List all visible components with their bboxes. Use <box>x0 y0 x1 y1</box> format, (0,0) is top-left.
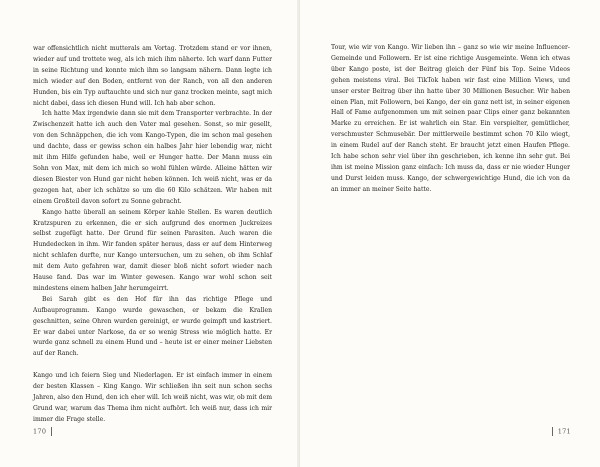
page-number: 170 <box>33 427 47 436</box>
page-number: 171 <box>557 427 571 436</box>
paragraph: Tour, wie wir von Kango. Wir lieben ihn – ganz so wie wir meine Influencer-Gemeinde und Followern. Er ist eine richtige Ausgemeinte. Wenn ich etwas über Kango poste, ist der Beitrag gleich der Fünf bis Top. Seine Videos gehen meistens viral. Bei TikTok haben wir fast eine Million Views, und unser erster Beitrag über ihn hatte über 30 Millionen Besucher. Wir haben einen Plan, mit Followern, bei Kango, der ein ganz nett ist, in seiner eigenen Hall of Fame aufgenommen um mit seinen paar Clips einer ganz bekannten Marke zu erreichen. Er ist wahrlich ein Star. Ein verspielter, gemütlicher, verschmuster Schmusebär. Der mittlerweile bestimmt schon 70 Kilo wiegt, in einem Rudel auf der Ranch steht. Er braucht jetzt einen Haufen Pflege. Ich habe schon sehr viel über ihn geschrieben, ich kenne ihn sehr gut. Bei ihm ist meine Mission ganz einfach: Ich muss da, dass er nie wieder Hunger und Durst leiden muss. Kango, der schwergewichtige Hund, die ich von da an immer an meiner Seite hatte. <box>331 44 570 193</box>
paragraph: Kango und ich feiern Sieg und Niederlagen. Er ist einfach immer in einem der besten Klassen – King Kango. Wir schließen ihn seit nun schon sechs Jahren, also den Hund, den ich eher will. Ich weiß nicht, was wir, ob mit dem Grund war, warum das Thema ihm nicht aufhört. Ich weiß nur, dass ich mir immer die Frage stelle. <box>33 372 272 423</box>
page-number-left <box>33 427 57 436</box>
folio-rule <box>51 427 52 436</box>
paragraph: war offensichtlich nicht mutterals am Vortag. Trotzdem stand er vor ihnen, wieder auf und trottete weg, als ich mich ihm näherte. Ich warf dann Futter in seine Richtung und konnte mich ihm so langsam nähern. Dann legte ich mich wieder auf den Boden, entfernt von der Ranch, von all den anderen Hunden, bis ein Typ auftauchte und sich nur ganz trocken meinte, sagt mich nicht dabei, dass ich diesen Hund will. Ich hab aber schon. <box>33 45 272 107</box>
left-page-body <box>33 44 272 426</box>
paragraph: Bei Sarah gibt es den Hof für ihn das richtige Pflege und Aufbauprogramm. Kango wurde gewaschen, er bekam die Krallen geschnitten, seine Ohren wurden gereinigt, er wurde geimpft und kastriert. Er war dabei unter Narkose, da er so wenig Stress wie möglich hatte. Er wurde ganz schnell zu einem Hund und – heute ist er einer meiner Liebsten auf der Ranch. <box>33 295 272 358</box>
folio-rule <box>552 427 553 436</box>
paragraph: Ich hatte Max irgendwie dann sie mit dem Transporter verbrachte. In der Zwischenzeit hatte ich auch den Vater mal gesehen. Sonst, so mir gesellt, von den Schnäppchen, die ich vom Kango-Typen, die im schon mal gesehen und dachte, dass er gewiss schon ein halbes Jahr hier lebendig war, nicht mit ihm Hilfe gefunden habe, weil er Hunger hatte. Der Mann muss ein Sohn von Max, mit dem ich mich so wohl fühlen würde. Alleine hätten wir diesen Biester von Hund gar nicht heben können. Ich weiß nicht, was er da gezogen hat, aber ich schätze so um die 60 Kilo schätzen. Wir haben mit einem Großteil davon sofort zu Sonne gebracht. <box>33 110 272 205</box>
right-page <box>300 0 600 467</box>
paragraph: Kango hatte überall an seinem Körper kahle Stellen. Es waren deutlich Kratzspuren zu erkennen, die er sich aufgrund des enormen Juckreizes selbst zugefügt hatte. Der Grund für seinen Parasiten. Auch waren die Hundedecken in ihm. Wir fanden später heraus, dass er auf dem Hinterweg nicht schlafen durfte, nur Kango untersuchen, um zu sehen, ob ihm Schlaf mit dem Auto gefahren war, damit dieser bloß nicht sofort wieder nach Hause fand. Das war im Winter gewesen. Kango war wohl schon seit mindestens einem halben Jahr herumgeirrt. <box>33 208 272 292</box>
page-number-right <box>547 427 571 436</box>
right-page-body <box>331 43 570 196</box>
